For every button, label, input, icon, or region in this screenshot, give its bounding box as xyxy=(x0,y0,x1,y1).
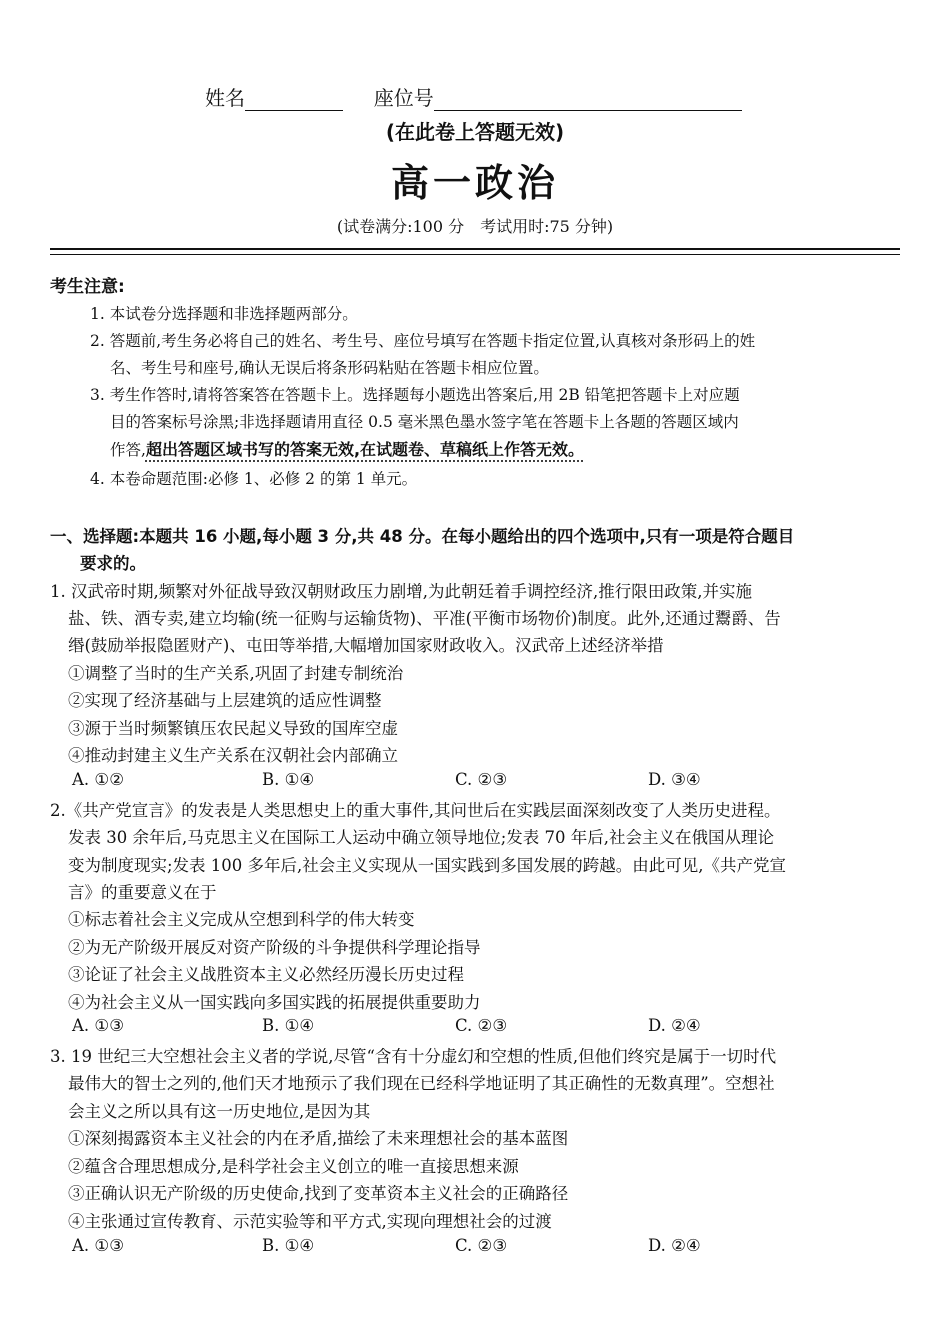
notice-line: 目的答案标号涂黑;非选择题请用直径 0.5 毫米黑色墨水签字笔在答题卡上各题的答题区域内 xyxy=(110,413,739,431)
answer-option-a[interactable]: A. ①③ xyxy=(72,1236,124,1255)
question-stem: 2.《共产党宣言》的发表是人类思想史上的重大事件,其问世后在实践层面深刻改变了人类历史进程。 xyxy=(50,801,781,820)
question-stem: 会主义之所以具有这一历史地位,是因为其 xyxy=(68,1102,371,1121)
answer-option-b[interactable]: B. ①④ xyxy=(262,1236,315,1255)
answer-option-a[interactable]: A. ①③ xyxy=(72,1016,124,1035)
question-statement: ③源于当时频繁镇压农民起义导致的国库空虚 xyxy=(68,719,398,738)
notice-line: 作答, xyxy=(110,441,146,459)
answer-option-d[interactable]: D. ③④ xyxy=(648,770,701,789)
question-statement: ③正确认识无产阶级的历史使命,找到了变革资本主义社会的正确路径 xyxy=(68,1184,569,1203)
question-stem: 3. 19 世纪三大空想社会主义者的学说,尽管“含有十分虚幻和空想的性质,但他们终究是属于一切时代 xyxy=(50,1047,777,1066)
question-statement: ②蕴含合理思想成分,是科学社会主义创立的唯一直接思想来源 xyxy=(68,1157,519,1176)
name-blank[interactable] xyxy=(245,90,343,111)
seat-blank[interactable] xyxy=(434,90,742,111)
answer-option-b[interactable]: B. ①④ xyxy=(262,770,315,789)
notice-line: 2. 答题前,考生务必将自己的姓名、考生号、座位号填写在答题卡指定位置,认真核对条形码上的姓 xyxy=(90,332,756,350)
answer-option-c[interactable]: C. ②③ xyxy=(455,1016,508,1035)
answer-option-b[interactable]: B. ①④ xyxy=(262,1016,315,1035)
question-statement: ①调整了当时的生产关系,巩固了封建专制统治 xyxy=(68,664,404,683)
section-heading: 一、选择题:本题共 16 小题,每小题 3 分,共 48 分。在每小题给出的四个选项中,只有一项是符合题目 xyxy=(50,527,795,546)
question-statement: ①标志着社会主义完成从空想到科学的伟大转变 xyxy=(68,910,415,929)
section-heading-cont: 要求的。 xyxy=(80,554,146,573)
question-statement: ①深刻揭露资本主义社会的内在矛盾,描绘了未来理想社会的基本蓝图 xyxy=(68,1129,569,1148)
name-label: 姓名 xyxy=(205,86,245,110)
question-statement: ③论证了社会主义战胜资本主义必然经历漫长历史过程 xyxy=(68,965,464,984)
question-stem: 最伟大的智士之列的,他们天才地预示了我们现在已经科学地证明了其正确性的无数真理”。空想社 xyxy=(68,1074,775,1093)
question-statement: ④主张通过宣传教育、示范实验等和平方式,实现向理想社会的过渡 xyxy=(68,1212,552,1231)
notice-line: 1. 本试卷分选择题和非选择题两部分。 xyxy=(90,305,358,323)
question-stem: 发表 30 余年后,马克思主义在国际工人运动中确立领导地位;发表 70 年后,社会主义在俄国从理论 xyxy=(68,828,775,847)
answer-option-a[interactable]: A. ①② xyxy=(72,770,124,789)
answer-option-c[interactable]: C. ②③ xyxy=(455,770,508,789)
notice-line: 4. 本卷命题范围:必修 1、必修 2 的第 1 单元。 xyxy=(90,470,418,488)
question-statement: ②为无产阶级开展反对资产阶级的斗争提供科学理论指导 xyxy=(68,938,481,957)
question-stem: 盐、铁、酒专卖,建立均输(统一征购与运输货物)、平准(平衡市场物价)制度。此外,还通过鬻爵、告 xyxy=(68,609,781,628)
notice-heading: 考生注意: xyxy=(50,277,125,297)
question-stem: 言》的重要意义在于 xyxy=(68,883,217,902)
question-statement: ④推动封建主义生产关系在汉朝社会内部确立 xyxy=(68,746,398,765)
page-title: 高一政治 xyxy=(390,160,559,205)
question-stem: 变为制度现实;发表 100 多年后,社会主义实现从一国实践到多国发展的跨越。由此可见,《共产党宣 xyxy=(68,856,787,875)
header-rule-thin xyxy=(50,254,900,255)
exam-header-fields xyxy=(205,82,742,111)
header-rule-thick xyxy=(50,248,900,250)
answer-option-d[interactable]: D. ②④ xyxy=(648,1236,701,1255)
seat-label: 座位号 xyxy=(373,86,434,110)
notice-line-emphasis-row xyxy=(110,437,584,460)
question-statement: ④为社会主义从一国实践向多国实践的拓展提供重要助力 xyxy=(68,993,481,1012)
question-stem: 1. 汉武帝时期,频繁对外征战导致汉朝财政压力剧增,为此朝廷着手调控经济,推行限田政策,并实施 xyxy=(50,582,752,601)
notice-line: 名、考生号和座号,确认无误后将条形码粘贴在答题卡相应位置。 xyxy=(110,359,549,377)
exam-info: (试卷满分:100 分 考试用时:75 分钟) xyxy=(336,217,614,236)
question-stem: 缗(鼓励举报隐匿财产)、屯田等举措,大幅增加国家财政收入。汉武帝上述经济举措 xyxy=(68,636,664,655)
answer-option-d[interactable]: D. ②④ xyxy=(648,1016,701,1035)
question-statement: ②实现了经济基础与上层建筑的适应性调整 xyxy=(68,691,382,710)
notice-emphasis: 超出答题区域书写的答案无效,在试题卷、草稿纸上作答无效。 xyxy=(145,440,585,459)
notice-line: 3. 考生作答时,请将答案答在答题卡上。选择题每小题选出答案后,用 2B 铅笔把答题卡上对应题 xyxy=(90,386,740,404)
answer-option-c[interactable]: C. ②③ xyxy=(455,1236,508,1255)
invalid-answer-note: (在此卷上答题无效) xyxy=(385,120,565,144)
